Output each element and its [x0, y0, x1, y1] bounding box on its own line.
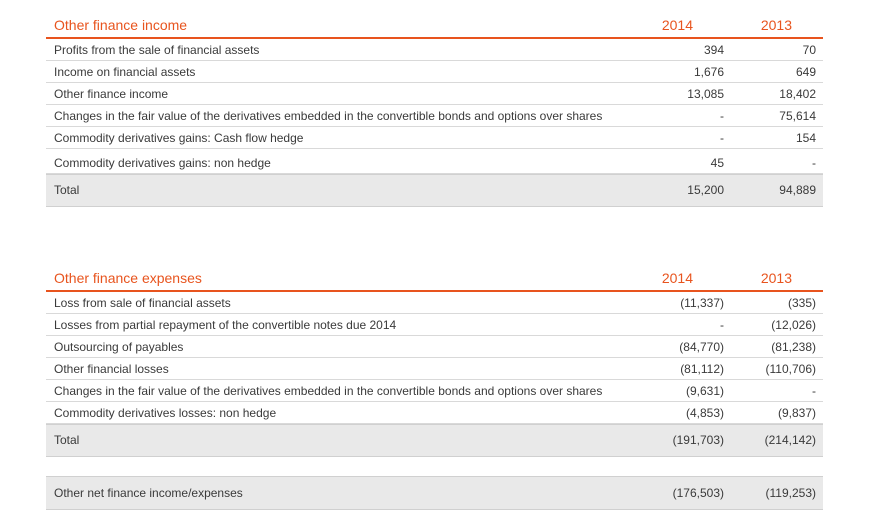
column-header-2013: 2013: [760, 270, 792, 286]
value-2013: 18,402: [779, 87, 816, 101]
value-2014: (81,112): [680, 362, 724, 376]
net-2014: (176,503): [672, 486, 724, 500]
value-2014: 13,085: [687, 87, 724, 101]
table-row: [46, 358, 823, 380]
net-label: Other net finance income/expenses: [54, 486, 243, 500]
value-2014: -: [720, 131, 724, 145]
table-row: [46, 83, 823, 105]
row-label: Income on financial assets: [54, 65, 196, 79]
row-label: Losses from partial repayment of the convertible notes due 2014: [54, 318, 397, 332]
table-title: Other finance expenses: [54, 270, 202, 286]
total-row: [46, 174, 823, 207]
value-2013: -: [812, 384, 816, 398]
table-row: [46, 292, 823, 314]
value-2014: (84,770): [679, 340, 724, 354]
row-label: Commodity derivatives losses: non hedge: [54, 406, 277, 420]
row-label: Outsourcing of payables: [54, 340, 184, 354]
value-2014: (9,631): [685, 384, 724, 398]
value-2014: 1,676: [693, 65, 724, 79]
total-2014: 15,200: [687, 183, 724, 197]
table-row: [46, 61, 823, 83]
row-label: Other finance income: [54, 87, 169, 101]
total-label: Total: [54, 433, 80, 447]
column-header-2014: 2014: [661, 270, 693, 286]
value-2013: 70: [802, 43, 816, 57]
total-2013: 94,889: [779, 183, 816, 197]
row-label: Other financial losses: [54, 362, 169, 376]
finance-income-header: [46, 12, 823, 39]
value-2013: (9,837): [777, 406, 816, 420]
row-label: Commodity derivatives gains: Cash flow hedge: [54, 131, 304, 145]
row-label: Changes in the fair value of the derivatives embedded in the convertible bonds and options over shares: [54, 384, 603, 398]
value-2014: -: [720, 318, 724, 332]
total-2014: (191,703): [672, 433, 724, 447]
value-2013: (335): [787, 296, 816, 310]
column-header-2014: 2014: [661, 17, 693, 33]
total-row: [46, 424, 823, 457]
value-2014: 394: [703, 43, 724, 57]
table-row: [46, 149, 823, 174]
finance-expenses-header: [46, 265, 823, 292]
table-row: [46, 314, 823, 336]
table-row: [46, 380, 823, 402]
table-row: [46, 105, 823, 127]
table-row: [46, 39, 823, 61]
finance-expenses-table: [46, 265, 823, 457]
row-label: Loss from sale of financial assets: [54, 296, 231, 310]
value-2013: (81,238): [771, 340, 816, 354]
table-row: [46, 127, 823, 149]
total-label: Total: [54, 183, 80, 197]
value-2013: (110,706): [765, 362, 816, 376]
table-title: Other finance income: [54, 17, 188, 33]
value-2014: -: [720, 109, 724, 123]
value-2013: 154: [795, 131, 816, 145]
value-2014: 45: [710, 156, 724, 170]
row-label: Profits from the sale of financial assets: [54, 43, 260, 57]
table-row: [46, 402, 823, 424]
total-2013: (214,142): [764, 433, 816, 447]
net-2013: (119,253): [765, 486, 816, 500]
value-2014: (4,853): [685, 406, 724, 420]
finance-income-table: [46, 12, 823, 207]
net-total-row: [46, 476, 823, 510]
value-2013: -: [812, 156, 816, 170]
row-label: Changes in the fair value of the derivatives embedded in the convertible bonds and options over shares: [54, 109, 603, 123]
value-2013: 75,614: [779, 109, 816, 123]
value-2013: (12,026): [771, 318, 816, 332]
table-row: [46, 336, 823, 358]
column-header-2013: 2013: [760, 17, 792, 33]
row-label: Commodity derivatives gains: non hedge: [54, 156, 271, 170]
value-2013: 649: [795, 65, 816, 79]
value-2014: (11,337): [680, 296, 724, 310]
net-finance-table: [46, 476, 823, 510]
